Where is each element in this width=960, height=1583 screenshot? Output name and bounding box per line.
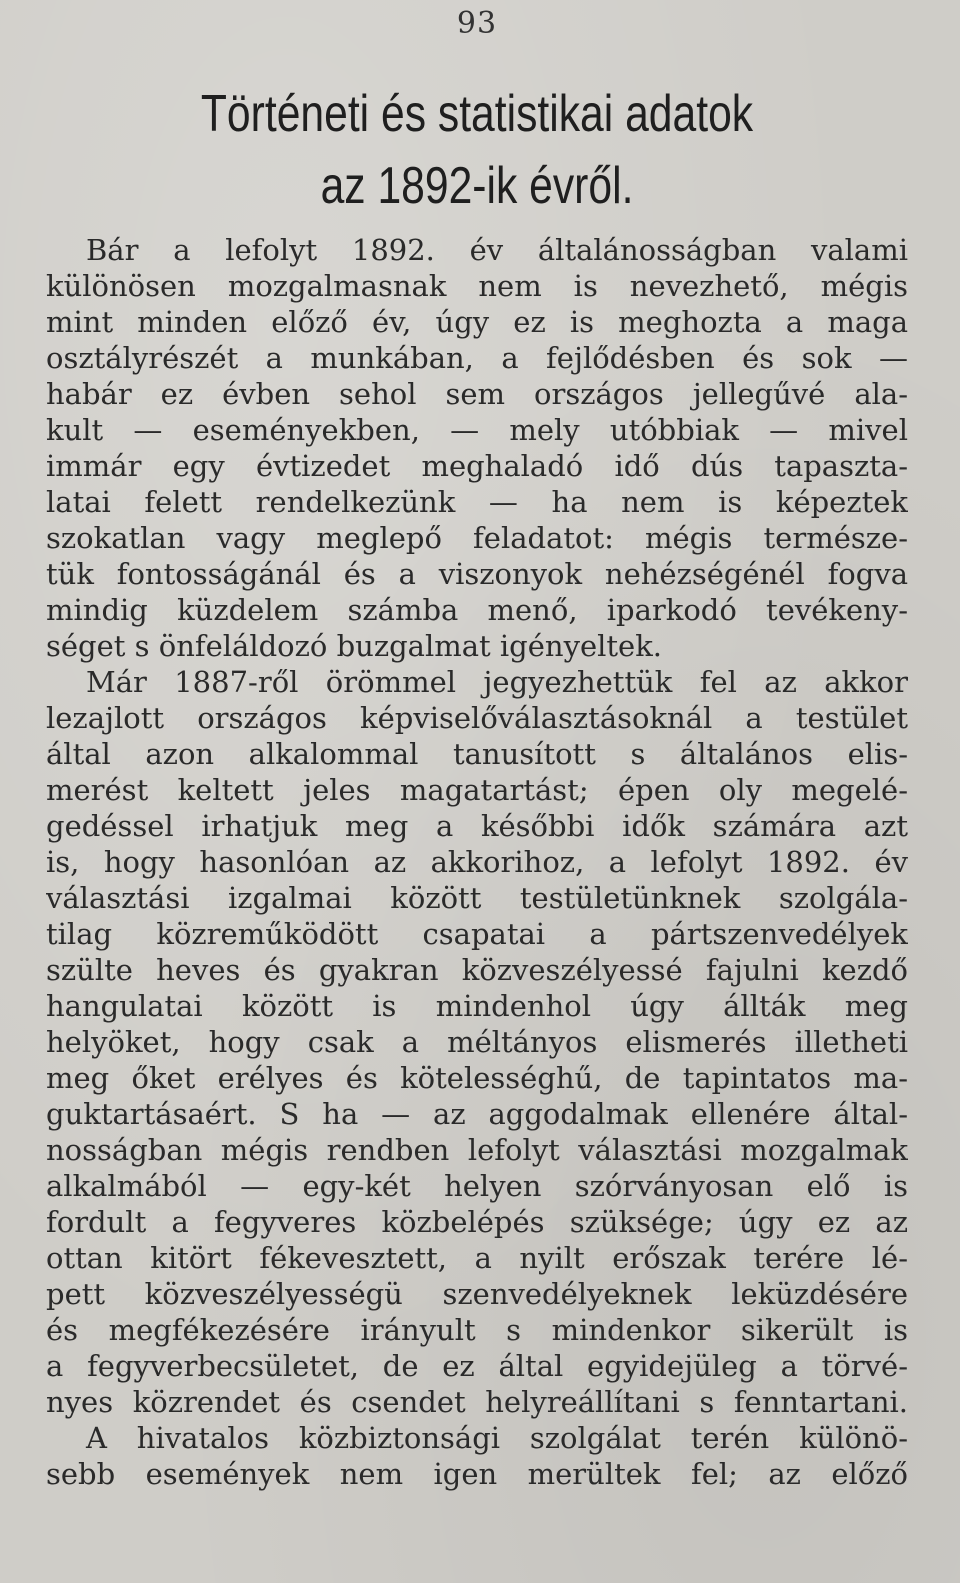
text-line: gedéssel irhatjuk meg a későbbi idők számára azt: [46, 809, 908, 843]
text-line: tük fontosságánál és a viszonyok nehézségénél fogva: [46, 557, 908, 591]
text-line: szülte heves és gyakran közveszélyessé fajulni kezdő: [46, 953, 908, 987]
text-line: pett közveszélyességü szenvedélyeknek leküzdésére: [46, 1277, 908, 1311]
text-line: szokatlan vagy meglepő feladatot: mégis természe-: [46, 521, 908, 555]
text-line: sebb események nem igen merültek fel; az előző: [46, 1457, 908, 1491]
text-line: mint minden előző év, úgy ez is meghozta a maga: [46, 305, 908, 339]
text-line: is, hogy hasonlóan az akkorihoz, a lefolyt 1892. év: [46, 845, 908, 879]
text-line: helyöket, hogy csak a méltányos elismerés illetheti: [46, 1025, 908, 1059]
text-line: meg őket erélyes és kötelességhű, de tapintatos ma-: [46, 1061, 908, 1095]
text-line: merést keltett jeles magatartást; épen oly megelé-: [46, 773, 908, 807]
text-line: nosságban mégis rendben lefolyt választási mozgalmak: [46, 1133, 908, 1167]
text-line: séget s önfeláldozó buzgalmat igényeltek.: [46, 629, 663, 663]
text-line: által azon alkalommal tanusított s általános elis-: [46, 737, 908, 771]
text-line: fordult a fegyveres közbelépés szüksége; úgy ez az: [46, 1205, 908, 1239]
text-line: lezajlott országos képviselőválasztásoknál a testület: [46, 701, 908, 735]
text-line: alkalmából — egy-két helyen szórványosan elő is: [46, 1169, 908, 1203]
text-line: osztályrészét a munkában, a fejlődésben és sok —: [46, 341, 908, 375]
text-line: tilag közreműködött csapatai a pártszenvedélyek: [46, 917, 908, 951]
text-line: Már 1887-ről örömmel jegyezhettük fel az akkor: [86, 665, 908, 699]
text-line: és megfékezésére irányult s mindenkor sikerült is: [46, 1313, 908, 1347]
chapter-title-line-1: Történeti és statistikai adatok: [200, 85, 754, 143]
body-text: [46, 232, 908, 1492]
text-line: ottan kitört fékevesztett, a nyilt erőszak terére lé-: [46, 1241, 908, 1275]
text-line: kult — eseményekben, — mely utóbbiak — mivel: [46, 413, 908, 447]
text-line: guktartásaért. S ha — az aggodalmak ellenére által-: [46, 1097, 908, 1131]
text-line: a fegyverbecsületet, de ez által egyidejüleg a törvé-: [46, 1349, 908, 1383]
chapter-title-line-2: az 1892-ik évről.: [320, 157, 634, 215]
text-line: választási izgalmai között testületünknek szolgála-: [46, 881, 908, 915]
text-line: különösen mozgalmasnak nem is nevezhető, mégis: [46, 269, 908, 303]
page-number: 93: [456, 6, 498, 41]
text-line: A hivatalos közbiztonsági szolgálat terén különö-: [86, 1421, 908, 1455]
text-line: mindig küzdelem számba menő, iparkodó tevékeny-: [46, 593, 908, 627]
text-line: nyes közrendet és csendet helyreállítani s fenntartani.: [46, 1385, 908, 1419]
text-line: immár egy évtizedet meghaladó idő dús tapaszta-: [46, 449, 908, 483]
text-line: Bár a lefolyt 1892. év általánosságban valami: [86, 233, 908, 267]
text-line: hangulatai között is mindenhol úgy állták meg: [46, 989, 908, 1023]
text-line: latai felett rendelkezünk — ha nem is képeztek: [46, 485, 908, 519]
text-line: habár ez évben sehol sem országos jellegűvé ala-: [46, 377, 908, 411]
